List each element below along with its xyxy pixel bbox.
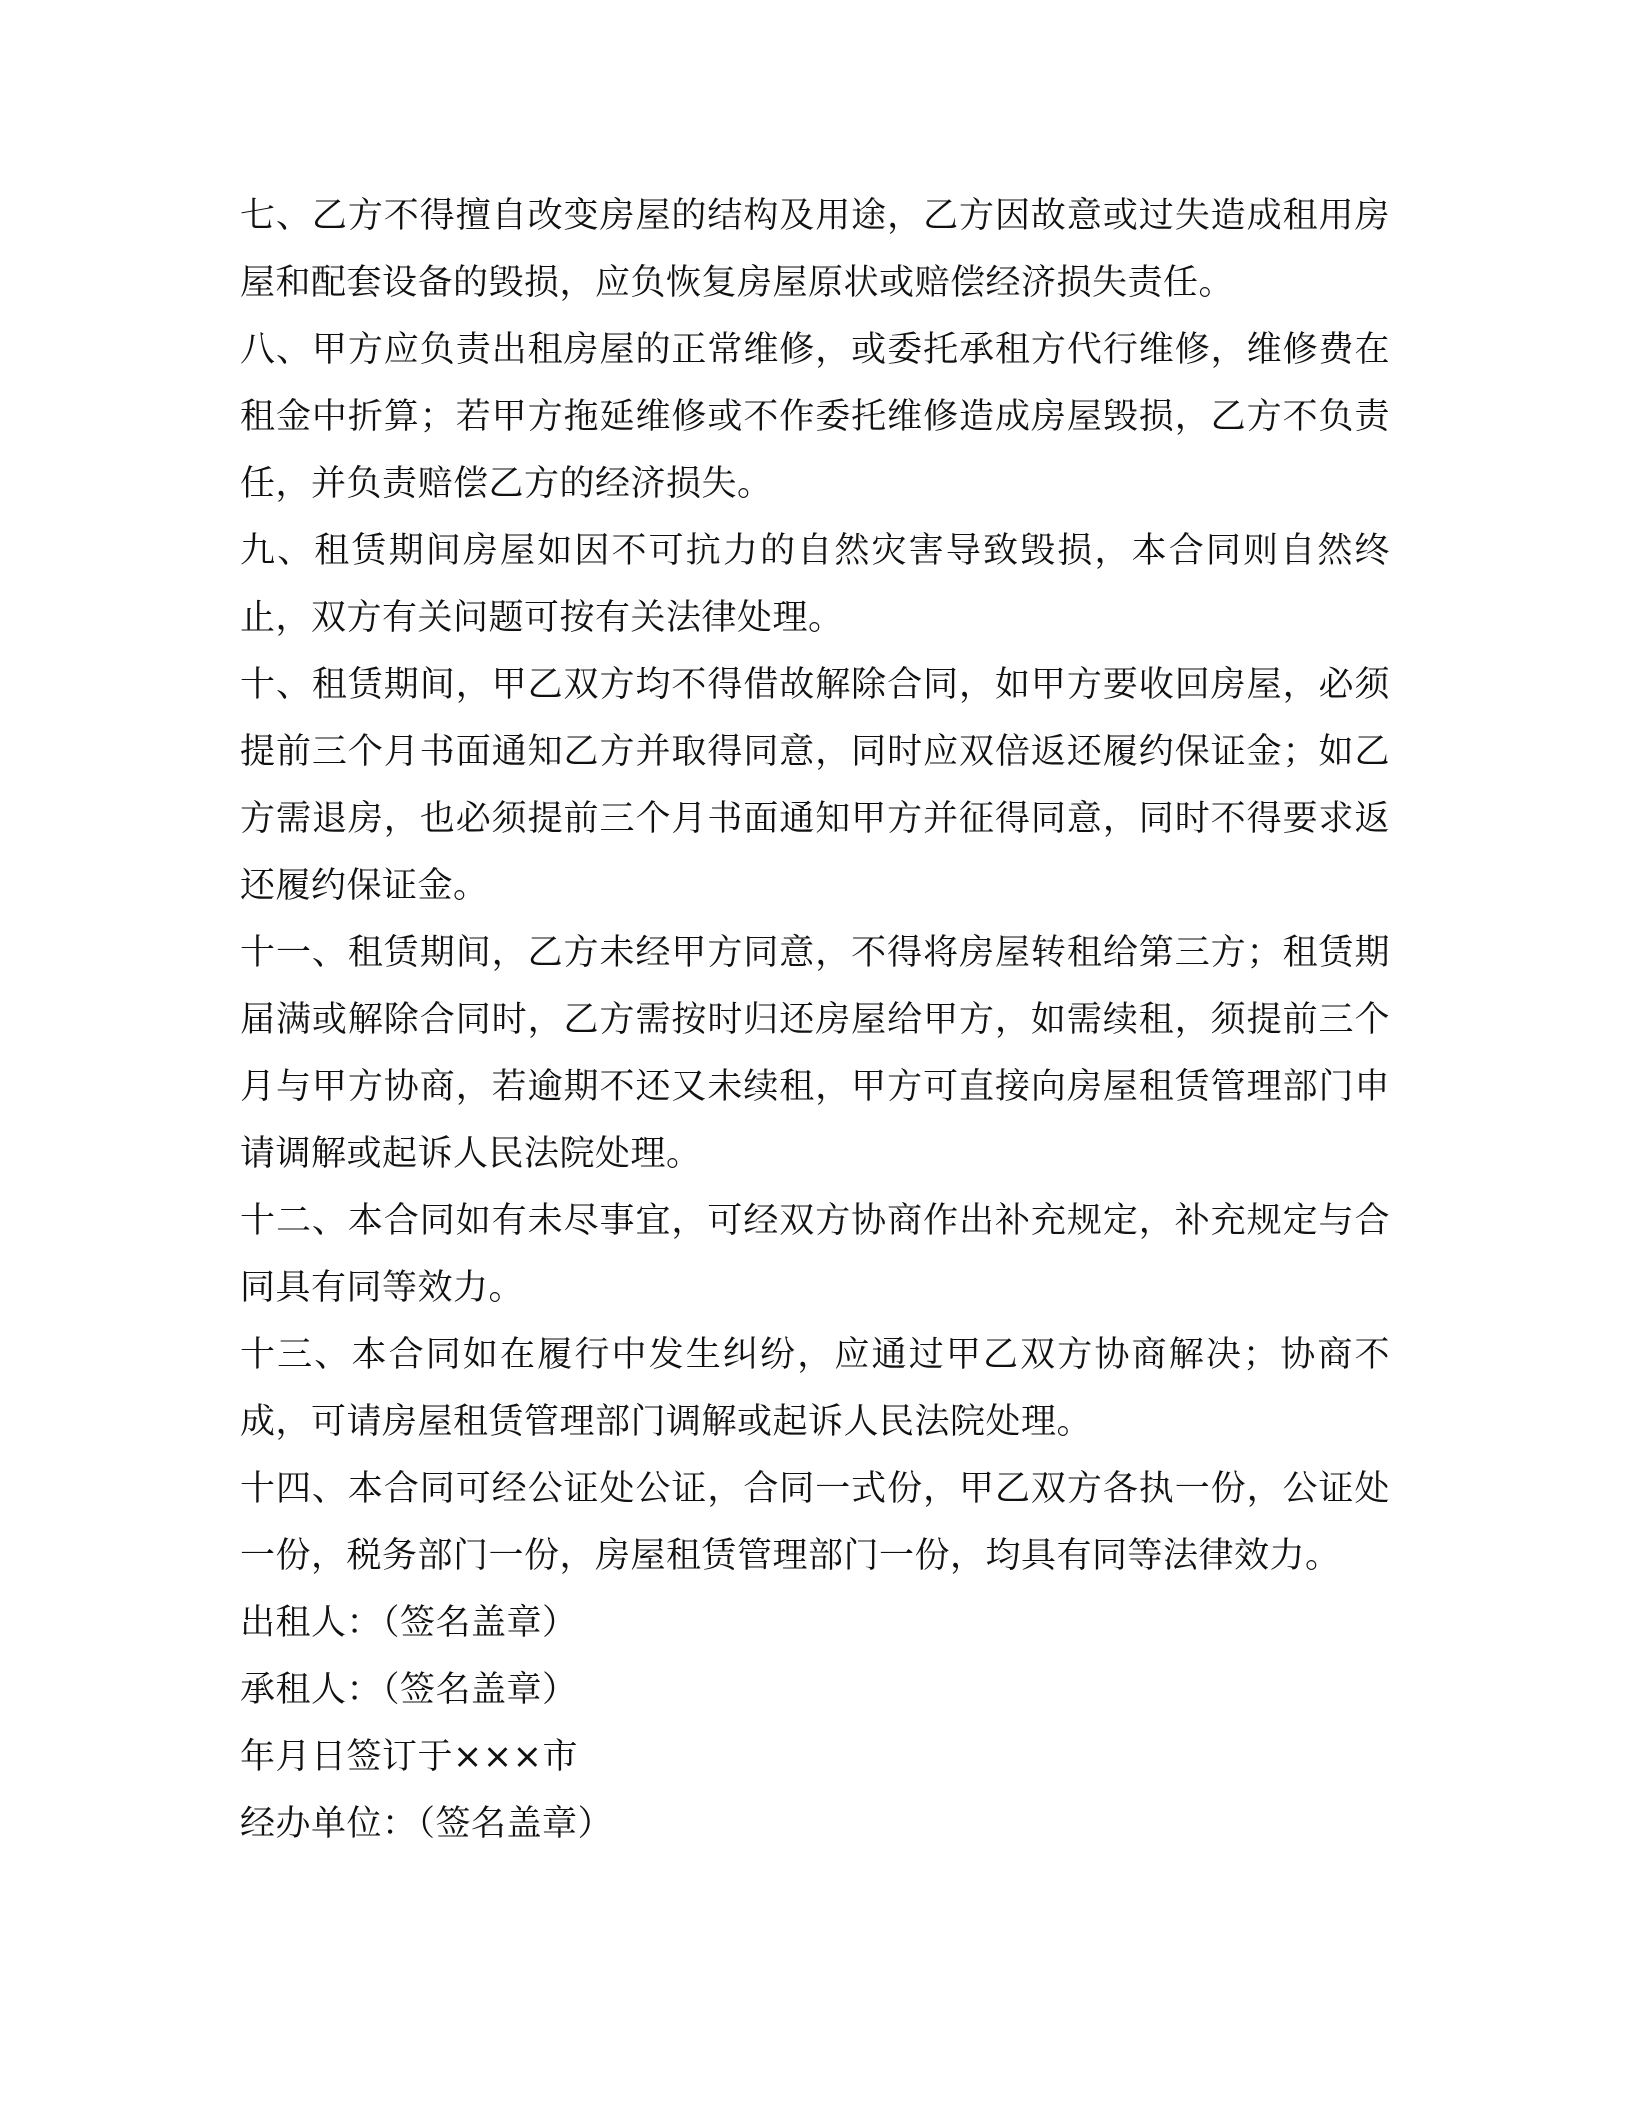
signing-date-place: 年月日签订于×××市 xyxy=(240,1737,578,1777)
clause-12: 十二、本合同如有未尽事宜，可经双方协商作出补充规定，补充规定与合同具有同等效力。 xyxy=(240,1201,1390,1308)
clause-9: 九、租赁期间房屋如因不可抗力的自然灾害导致毁损，本合同则自然终止，双方有关问题可按有关法律处理。 xyxy=(240,531,1390,638)
clause-13: 十三、本合同如在履行中发生纠纷，应通过甲乙双方协商解决；协商不成，可请房屋租赁管理部门调解或起诉人民法院处理。 xyxy=(240,1335,1390,1442)
clause-8: 八、甲方应负责出租房屋的正常维修，或委托承租方代行维修，维修费在租金中折算；若甲方拖延维修或不作委托维修造成房屋毁损，乙方不负责任，并负责赔偿乙方的经济损失。 xyxy=(240,330,1390,504)
clause-10: 十、租赁期间，甲乙双方均不得借故解除合同，如甲方要收回房屋，必须提前三个月书面通知乙方并取得同意，同时应双倍返还履约保证金；如乙方需退房，也必须提前三个月书面通知甲方并征得同意，同时不得要求返还履约保证金。 xyxy=(240,665,1390,906)
lessor-signature: 出租人：（签名盖章） xyxy=(240,1603,578,1643)
lessee-signature: 承租人：（签名盖章） xyxy=(240,1670,578,1710)
clause-14: 十四、本合同可经公证处公证，合同一式份，甲乙双方各执一份，公证处一份，税务部门一份，房屋租赁管理部门一份，均具有同等法律效力。 xyxy=(240,1469,1390,1576)
agency-signature: 经办单位：（签名盖章） xyxy=(240,1804,614,1844)
clause-7: 七、乙方不得擅自改变房屋的结构及用途，乙方因故意或过失造成租用房屋和配套设备的毁损，应负恢复房屋原状或赔偿经济损失责任。 xyxy=(240,196,1390,303)
contract-body xyxy=(240,183,1390,1858)
clause-11: 十一、租赁期间，乙方未经甲方同意，不得将房屋转租给第三方；租赁期届满或解除合同时，乙方需按时归还房屋给甲方，如需续租，须提前三个月与甲方协商，若逾期不还又未续租，甲方可直接向房屋租赁管理部门申请调解或起诉人民法院处理。 xyxy=(240,933,1390,1174)
